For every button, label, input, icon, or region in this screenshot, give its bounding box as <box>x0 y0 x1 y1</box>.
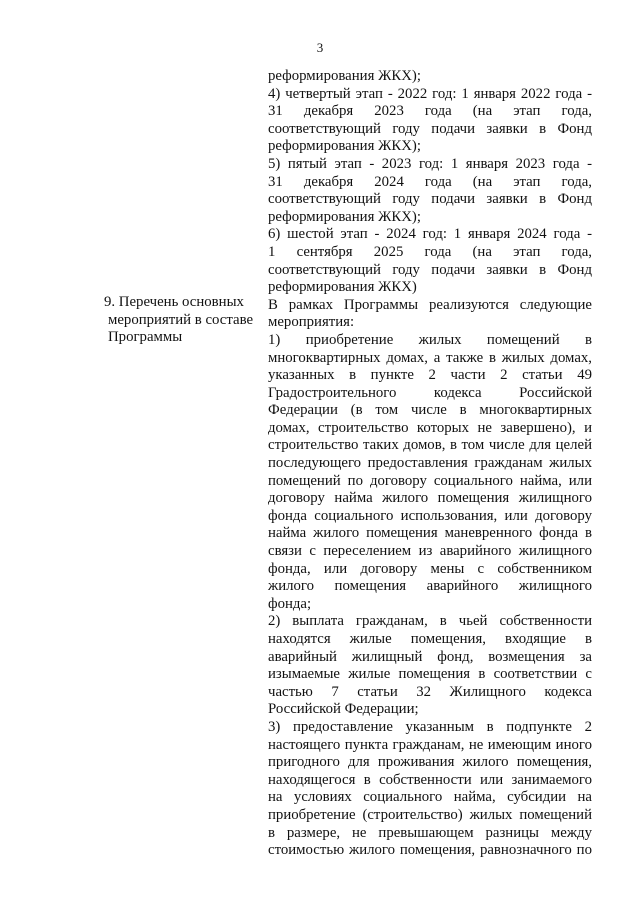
text-line: фонда социального использования, или договору <box>268 507 592 524</box>
section-title-line: мероприятий в составе <box>108 311 254 328</box>
section-content-column <box>268 68 592 860</box>
text-line: 3) предоставление указанным в подпункте 2 <box>268 718 592 735</box>
text-line: стоимостью жилого помещения, равнозначного по <box>268 842 592 859</box>
section-title-line: 9. Перечень основных <box>104 294 244 310</box>
text-line: помещений по договору социального найма, или <box>268 472 592 489</box>
text-line: реформирования ЖКХ); <box>268 138 421 155</box>
text-line: изымаемые жилые помещения в соответствии с <box>268 666 592 683</box>
text-line: 1 сентября 2025 года (на этап года, <box>268 243 592 260</box>
text-line: строительство таких домов, в том числе для целей <box>268 437 592 454</box>
text-line: мероприятия: <box>268 314 355 331</box>
text-line: приобретение (строительство) жилых помещений <box>268 806 592 823</box>
text-line: аварийный жилищный фонд, возмещения за <box>268 648 592 665</box>
measures-intro <box>268 297 592 332</box>
text-line: соответствующий году подачи заявки в Фонд <box>268 261 592 278</box>
section-title-line: Программы <box>108 329 183 346</box>
text-line: в размере, не превышающем разницы между <box>268 824 592 841</box>
text-line: находятся жилые помещения, входящие в <box>268 631 592 647</box>
text-line: 1) приобретение жилых помещений в <box>268 331 592 348</box>
text-line: Российской Федерации; <box>268 701 419 718</box>
text-line: пригодного для проживания жилого помещения, <box>268 754 592 771</box>
text-line: реформирования ЖКХ); <box>268 208 421 225</box>
measure-3 <box>268 719 592 860</box>
text-line: фонда, или договору мены с собственником <box>268 560 592 577</box>
text-line: соответствующий году подачи заявки в Фонд <box>268 120 592 137</box>
text-line: на условиях социального найма, субсидии на <box>268 789 592 806</box>
text-line: реформирования ЖКХ) <box>268 279 417 296</box>
text-line: 2) выплата гражданам, в чьей собственности <box>268 613 592 630</box>
stage-3-tail <box>268 68 592 86</box>
text-line: Федерации (в том числе в многоквартирных <box>268 402 592 419</box>
page-number: 3 <box>316 40 324 55</box>
text-line: В рамках Программы реализуются следующие <box>268 296 592 313</box>
text-line: многоквартирных домах, а также в жилых домах, <box>268 349 592 366</box>
text-line: домах, строительство которых не завершено), и <box>268 419 592 436</box>
text-line: 31 декабря 2023 года (на этап года, <box>268 103 592 120</box>
text-line: находящегося в собственности или занимаемого <box>268 771 592 788</box>
stage-5 <box>268 156 592 226</box>
measure-1 <box>268 332 592 614</box>
text-line: частью 7 статьи 32 Жилищного кодекса <box>268 683 592 700</box>
text-line: последующего предоставления гражданам жилых <box>268 455 592 472</box>
stage-6 <box>268 226 592 296</box>
text-line: реформирования ЖКХ); <box>268 68 421 84</box>
text-line: фонда; <box>268 595 312 612</box>
text-line: связи с переселением из аварийного жилищного <box>268 543 592 560</box>
section-title-column <box>104 294 260 347</box>
measure-2 <box>268 613 592 719</box>
stage-4 <box>268 86 592 156</box>
text-line: Градостроительного кодекса Российской <box>268 384 592 401</box>
text-line: договору найма жилого помещения жилищного <box>268 490 592 507</box>
text-line: найма жилого помещения маневренного фонда в <box>268 525 592 542</box>
text-line: соответствующий году подачи заявки в Фонд <box>268 191 592 208</box>
text-line: жилого помещения аварийного жилищного <box>268 578 592 595</box>
text-line: настоящего пункта гражданам, не имеющим иного <box>268 736 592 753</box>
text-line: 5) пятый этап - 2023 год: 1 января 2023 года - <box>268 155 592 172</box>
text-line: 31 декабря 2024 года (на этап года, <box>268 173 592 190</box>
text-line: указанных в пункте 2 части 2 статьи 49 <box>268 367 592 384</box>
text-line: 6) шестой этап - 2024 год: 1 января 2024 года - <box>268 226 592 243</box>
text-line: 4) четвертый этап - 2022 год: 1 января 2022 года - <box>268 85 592 102</box>
